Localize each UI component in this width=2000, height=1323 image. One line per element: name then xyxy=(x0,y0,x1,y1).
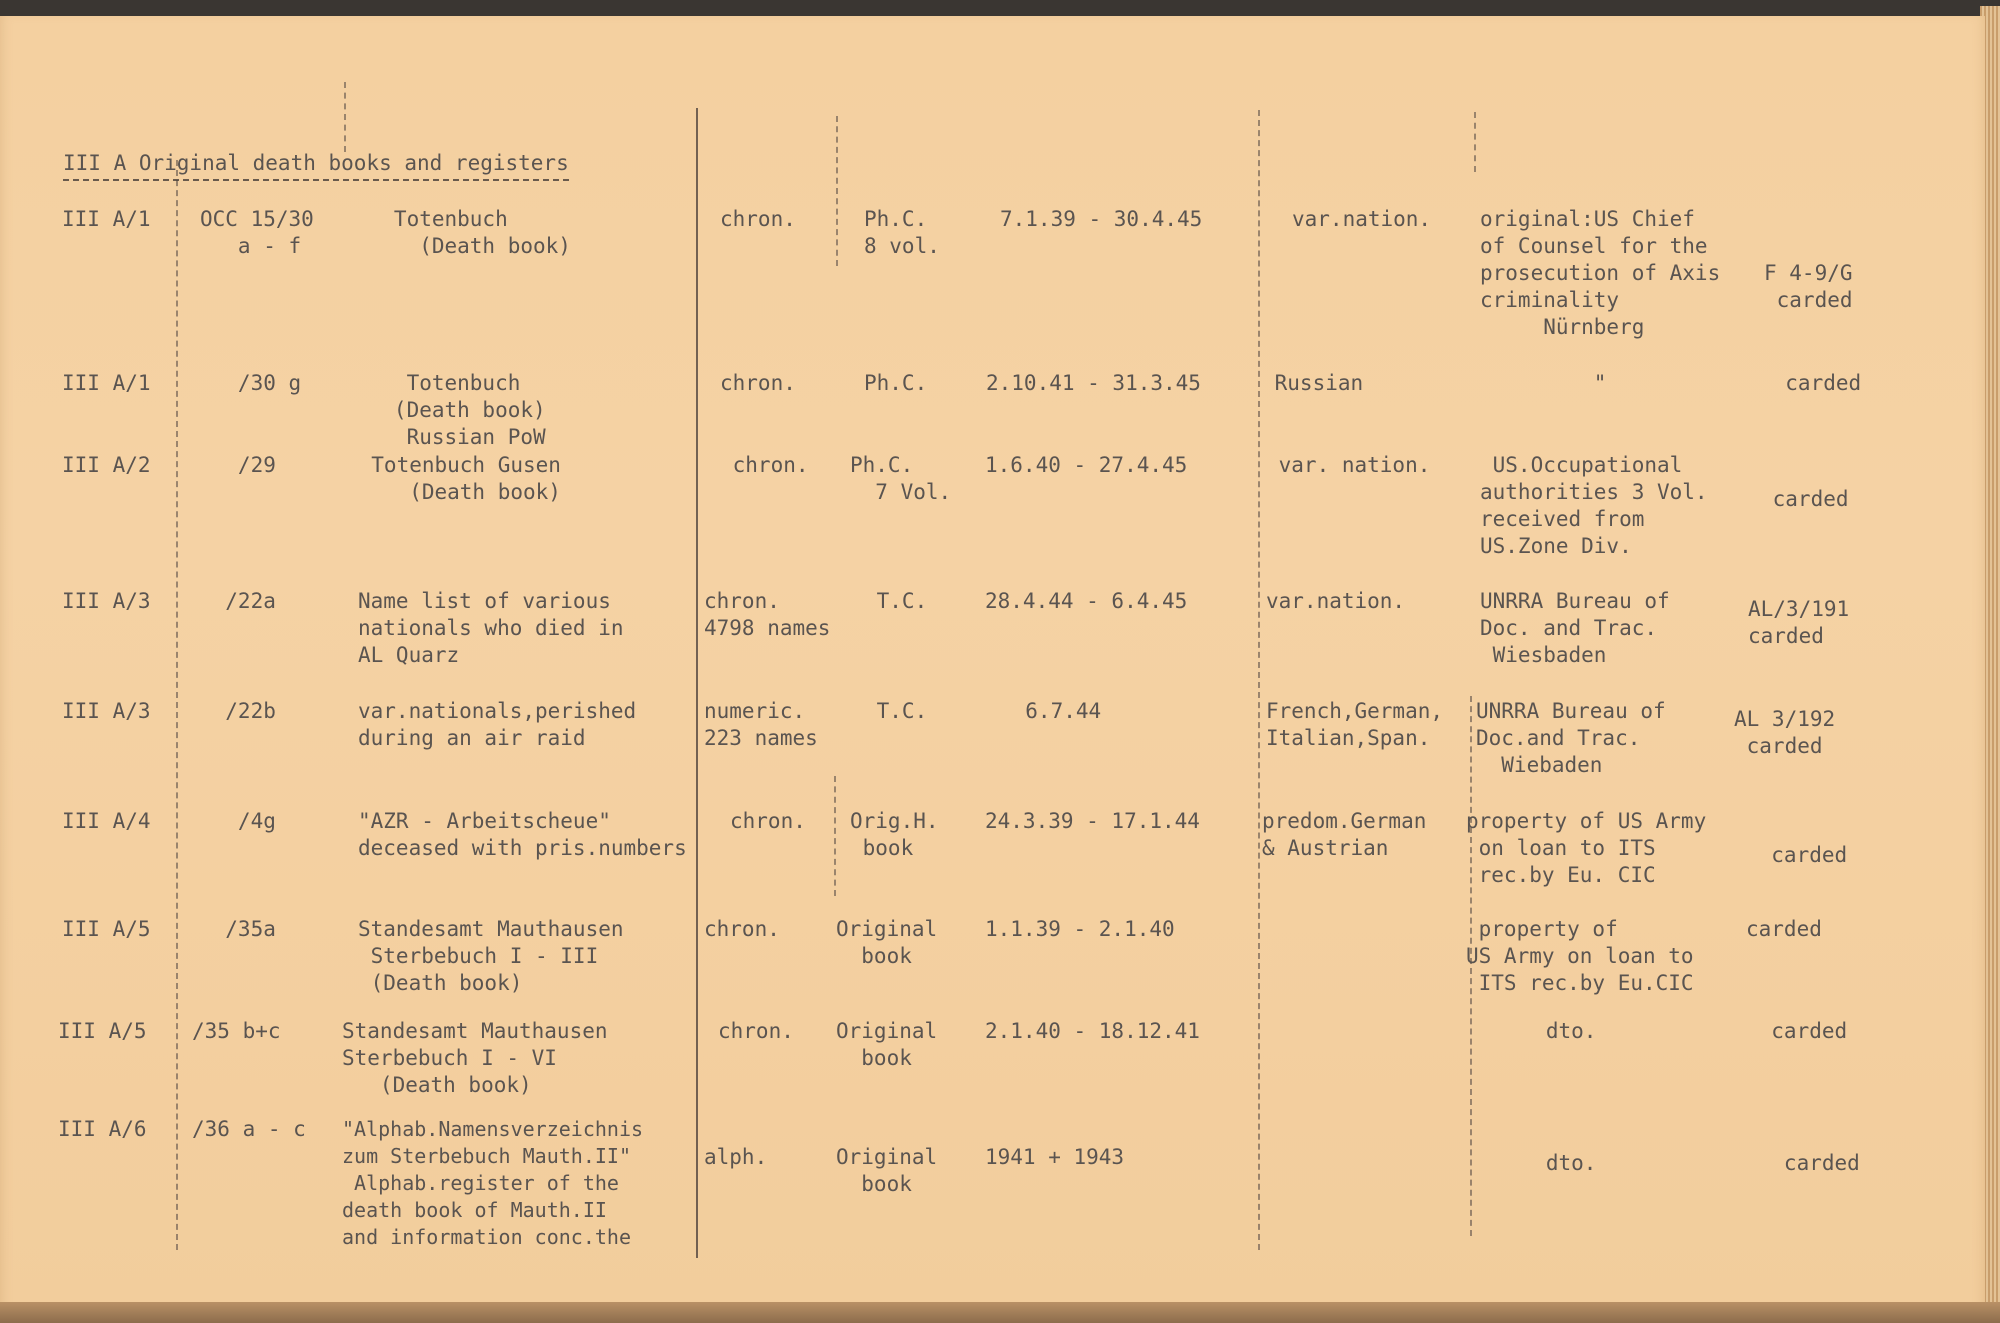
row-title: "Alphab.Namensverzeichnis zum Sterbebuch Mauth.II" Alphab.register of the death book of Mauth.II and information conc.the xyxy=(342,1117,644,1249)
row-order: numeric. 223 names xyxy=(704,699,818,750)
register-row xyxy=(0,1116,1985,1249)
row-status: carded xyxy=(1746,843,1848,867)
row-order: chron. xyxy=(704,917,780,941)
row-title: Totenbuch Gusen (Death book) xyxy=(346,453,561,504)
row-form: Orig.H. book xyxy=(850,809,939,860)
row-source: original:US Chief of Counsel for the prosecution of Axis criminality Nürnberg xyxy=(1480,207,1721,339)
row-order: chron. xyxy=(720,207,796,231)
row-title: Standesamt Mauthausen Sterbebuch I - VI (Death book) xyxy=(342,1019,608,1097)
row-reference: /30 g xyxy=(200,371,302,395)
row-nationality: Russian xyxy=(1262,371,1364,395)
row-reference: /22b xyxy=(200,699,276,723)
register-row xyxy=(0,698,1985,798)
row-nationality: French,German, Italian,Span. xyxy=(1266,699,1444,750)
row-nationality: var. nation. xyxy=(1266,453,1431,477)
row-reference: /35 b+c xyxy=(192,1019,281,1043)
register-row xyxy=(0,206,1985,339)
row-title: Totenbuch (Death book) Russian PoW xyxy=(356,371,546,449)
register-row xyxy=(0,916,1985,1016)
row-form: Ph.C. 7 Vol. xyxy=(850,453,952,504)
page-bottom-shadow xyxy=(0,1302,2000,1323)
row-reference: /22a xyxy=(200,589,276,613)
row-source: US.Occupational authorities 3 Vol. received from US.Zone Div. xyxy=(1480,453,1708,558)
row-order: alph. xyxy=(704,1145,768,1169)
row-reference: /36 a - c xyxy=(192,1117,306,1141)
row-dates: 1.6.40 - 27.4.45 xyxy=(985,453,1188,477)
column-divider xyxy=(1474,112,1476,172)
row-status: carded xyxy=(1746,917,1822,941)
row-id: III A/6 xyxy=(58,1117,147,1141)
section-title: III A Original death books and registers xyxy=(63,150,569,181)
row-status: AL 3/192 carded xyxy=(1734,707,1836,758)
row-form: Original book xyxy=(836,917,938,968)
row-status: carded xyxy=(1746,1019,1848,1043)
row-title: Standesamt Mauthausen Sterbebuch I - III (Death book) xyxy=(358,917,624,995)
row-form: Ph.C. xyxy=(864,371,928,395)
row-dates: 2.10.41 - 31.3.45 xyxy=(986,371,1201,395)
row-form: Original book xyxy=(836,1019,938,1070)
row-source: property of US Army on loan to ITS rec.by Eu.CIC xyxy=(1466,917,1694,995)
row-source: UNRRA Bureau of Doc. and Trac. Wiesbaden xyxy=(1480,589,1670,667)
row-dates: 2.1.40 - 18.12.41 xyxy=(985,1019,1200,1043)
row-title: Name list of various nationals who died in AL Quarz xyxy=(358,589,624,667)
row-order: chron. xyxy=(720,371,796,395)
row-id: III A/5 xyxy=(58,1019,147,1043)
row-source: dto. xyxy=(1470,1019,1597,1043)
row-source: property of US Army on loan to ITS rec.by Eu. CIC xyxy=(1466,809,1707,887)
row-dates: 1.1.39 - 2.1.40 xyxy=(985,917,1175,941)
row-id: III A/3 xyxy=(62,589,151,613)
register-row xyxy=(0,808,1985,908)
row-status: F 4-9/G carded xyxy=(1764,261,1853,312)
row-status: carded xyxy=(1760,371,1862,395)
row-id: III A/5 xyxy=(62,917,151,941)
register-row xyxy=(0,588,1985,688)
row-source: UNRRA Bureau of Doc.and Trac. Wiebaden xyxy=(1476,699,1666,777)
register-row xyxy=(0,452,1985,558)
row-id: III A/4 xyxy=(62,809,151,833)
row-status: AL/3/191 carded xyxy=(1748,597,1850,648)
row-dates: 24.3.39 - 17.1.44 xyxy=(985,809,1200,833)
row-form: Ph.C. 8 vol. xyxy=(864,207,940,258)
row-dates: 1941 + 1943 xyxy=(985,1145,1125,1169)
row-id: III A/3 xyxy=(62,699,151,723)
row-nationality: var.nation. xyxy=(1292,207,1432,231)
row-order: chron. xyxy=(718,1019,794,1043)
row-id: III A/2 xyxy=(62,453,151,477)
row-title: "AZR - Arbeitscheue" deceased with pris.numbers xyxy=(358,809,687,860)
row-order: chron. xyxy=(730,809,806,833)
row-status: carded xyxy=(1746,1151,1860,1175)
row-order: chron. 4798 names xyxy=(704,589,831,640)
row-nationality: var.nation. xyxy=(1266,589,1406,613)
row-reference: /4g xyxy=(200,809,276,833)
row-status: carded xyxy=(1760,487,1849,511)
row-id: III A/1 xyxy=(62,207,151,231)
row-form: T.C. xyxy=(864,589,928,613)
row-reference: /35a xyxy=(200,917,276,941)
row-dates: 28.4.44 - 6.4.45 xyxy=(985,589,1188,613)
row-reference: /29 xyxy=(200,453,276,477)
row-source: " xyxy=(1480,371,1607,395)
row-form: T.C. xyxy=(864,699,928,723)
row-form: Original book xyxy=(836,1145,938,1196)
row-title: var.nationals,perished during an air raid xyxy=(358,699,637,750)
column-divider xyxy=(344,82,346,152)
row-dates: 7.1.39 - 30.4.45 xyxy=(1000,207,1203,231)
row-title: Totenbuch (Death book) xyxy=(356,207,571,258)
row-dates: 6.7.44 xyxy=(1000,699,1102,723)
index-card-page xyxy=(0,16,1985,1323)
register-row xyxy=(0,1018,1985,1118)
row-order: chron. xyxy=(720,453,809,477)
row-nationality: predom.German & Austrian xyxy=(1262,809,1427,860)
row-source: dto. xyxy=(1470,1151,1597,1175)
row-reference: OCC 15/30 a - f xyxy=(200,207,314,258)
row-id: III A/1 xyxy=(62,371,151,395)
